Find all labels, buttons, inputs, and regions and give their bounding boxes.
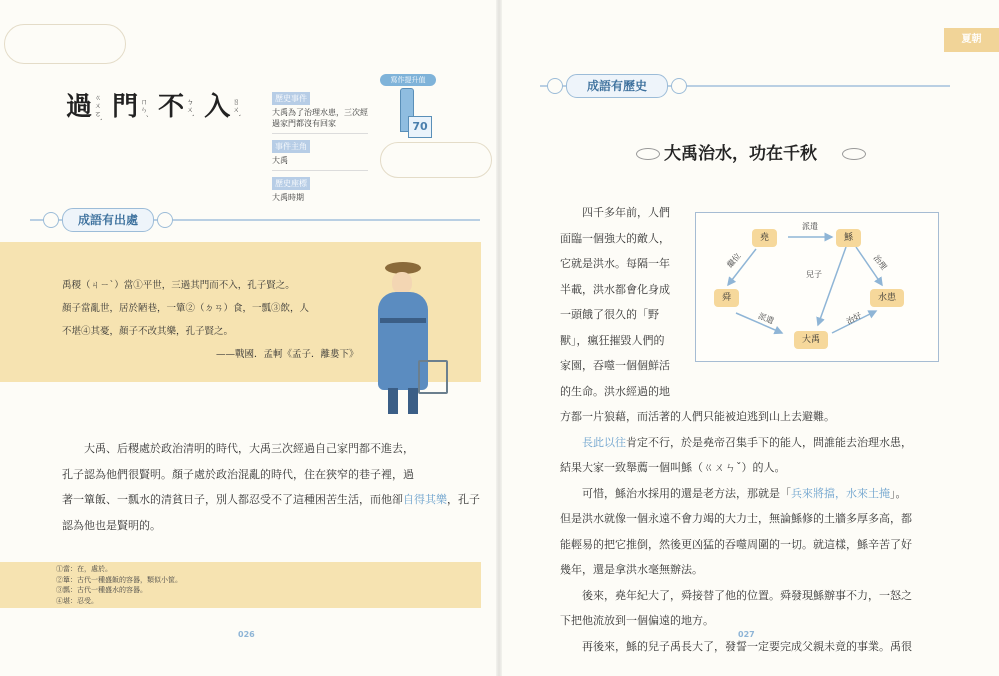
story-line: 一頭餓了很久的「野 xyxy=(560,308,659,321)
edge-label: 兒子 xyxy=(806,270,822,279)
cloud-decoration xyxy=(380,142,492,178)
highlight-idiom: 兵來將擋，水來土掩 xyxy=(791,486,890,500)
quote-text xyxy=(62,274,372,343)
story-body xyxy=(560,404,946,659)
edge-label: 治理 xyxy=(871,253,889,272)
story-line: 後來，堯年紀大了，舜接替了他的位置。舜發現鯀辦事不力，一怒之 xyxy=(582,588,912,602)
info-value: 大禹為了治理水患，三次經過家門都沒有回家 xyxy=(272,107,368,134)
info-label: 歷史事件 xyxy=(272,92,310,105)
idiom-char: 入 xyxy=(204,92,232,122)
story-line: 能輕易的把它推倒，然後更凶猛的吞噬周圍的一切。就這樣，鯀辛苦了好 xyxy=(560,537,912,551)
level-value: 70 xyxy=(408,116,432,138)
story-narrow-column xyxy=(560,200,690,404)
story-line: 四千多年前，人們 xyxy=(582,206,670,219)
quote-line: 禹稷（ㄐㄧˋ）當①平世，三過其門而不入，孔子賢之。 xyxy=(62,280,295,291)
section-tab-history: 成語有歷史 xyxy=(566,74,668,98)
zhuyin: ㄇㄣˊ xyxy=(140,97,149,119)
edge-label: 繼位 xyxy=(725,251,743,270)
footnote: ②簞：古代一種盛飯的容器，類似小筐。 xyxy=(56,575,182,584)
highlight-idiom: 自得其樂 xyxy=(403,493,447,506)
idiom-title xyxy=(66,86,240,123)
info-value: 大禹 xyxy=(272,155,368,171)
writing-level-badge: 寫作提升值 xyxy=(380,74,436,86)
story-line: 結果大家一致舉薦一個叫鯀（ㄍㄨㄣˇ）的人。 xyxy=(560,461,786,474)
story-line: 面臨一個強大的敵人， xyxy=(560,231,670,245)
node-yu: 大禹 xyxy=(794,331,828,349)
swirl-decoration xyxy=(842,148,866,160)
idiom-char: 門 xyxy=(112,92,140,122)
relationship-diagram xyxy=(695,212,939,362)
paragraph-line: 大禹、后稷處於政治清明的時代，大禹三次經過自己家門都不進去， xyxy=(84,442,414,455)
footnotes xyxy=(0,562,481,608)
highlight-idiom: 長此以往 xyxy=(582,435,626,449)
node-shun: 舜 xyxy=(714,289,739,307)
paragraph-line: 孔子認為他們很賢明。顏子處於政治混亂的時代，住在狹窄的巷子裡，過 xyxy=(62,467,414,481)
story-line: 家園，吞噬一個個鮮活 xyxy=(560,359,670,372)
node-flood: 水患 xyxy=(870,289,904,307)
footnote: ③瓢：古代一種盛水的容器。 xyxy=(56,586,147,594)
story-line: 半載，洪水都會化身成 xyxy=(560,282,670,296)
story-line: 下把他流放到一個偏遠的地方。 xyxy=(560,614,714,627)
quote-line: 顏子當亂世，居於陋巷，一簞②（ㄉㄢ）食，一瓢③飲，人 xyxy=(62,303,310,314)
story-line: 獸」，瘋狂摧毀人們的 xyxy=(560,333,665,347)
zhuyin: ㄍㄨㄛˋ xyxy=(94,93,103,123)
story-line: 但是洪水就像一個永遠不會力竭的大力士，無論鯀修的土牆多厚多高，都 xyxy=(560,512,912,525)
footnote: ①當：在，處於。 xyxy=(56,565,112,573)
quote-line: 不堪④其憂，顏子不改其樂，孔子賢之。 xyxy=(62,326,234,337)
section-tab-origin: 成語有出處 xyxy=(62,208,154,232)
edge-label: 派遣 xyxy=(802,222,818,231)
idiom-char: 過 xyxy=(66,92,94,122)
idiom-char: 不 xyxy=(158,92,186,122)
story-title: 大禹治水，功在千秋 xyxy=(664,144,817,164)
story-line: 再後來，鯀的兒子禹長大了，發誓一定要完成父親未竟的事業。禹很 xyxy=(582,639,912,653)
swirl-decoration xyxy=(636,148,660,160)
story-line: 它就是洪水。每隔一年 xyxy=(560,257,670,270)
zhuyin: ㄅㄨˋ xyxy=(186,97,195,119)
node-gun: 鯀 xyxy=(836,229,861,247)
cloud-decoration xyxy=(4,24,126,64)
info-block xyxy=(272,92,368,213)
book-gutter xyxy=(496,0,502,676)
story-line: 的生命。洪水經過的地 xyxy=(560,384,670,398)
paragraph-line: 著一簞飯、一瓢水的清貧日子，別人都忍受不了這種困苦生活，而他卻自得其樂，孔子認為他也是賢明的。 xyxy=(62,493,480,532)
story-line: 幾年，還是拿洪水毫無辦法。 xyxy=(560,563,703,576)
info-label: 歷史座標 xyxy=(272,177,310,190)
story-line: 可惜，鯀治水採用的還是老方法，那就是「兵來將擋，水來土掩」。 xyxy=(582,486,907,500)
edge-label: 治好 xyxy=(844,310,864,327)
page-number: 027 xyxy=(738,630,755,639)
explanation-paragraph xyxy=(62,436,482,538)
dynasty-label: 夏朝 xyxy=(944,28,999,52)
info-value: 大禹時期 xyxy=(272,193,304,202)
story-line: 長此以往肯定不行，於是堯帝召集手下的能人，問誰能去治理水患， xyxy=(582,435,912,449)
quote-source: ——戰國．孟軻《孟子．離婁下》 xyxy=(216,349,359,360)
zhuyin: ㄖㄨˋ xyxy=(232,97,241,119)
info-label: 事件主角 xyxy=(272,140,310,153)
story-line: 方都一片狼藉，而活著的人們只能被迫逃到山上去避難。 xyxy=(560,410,835,423)
page-number: 026 xyxy=(238,630,255,639)
edge-label: 派遣 xyxy=(756,311,776,326)
node-yao: 堯 xyxy=(752,229,777,247)
footnote: ④堪：忍受。 xyxy=(56,596,98,605)
